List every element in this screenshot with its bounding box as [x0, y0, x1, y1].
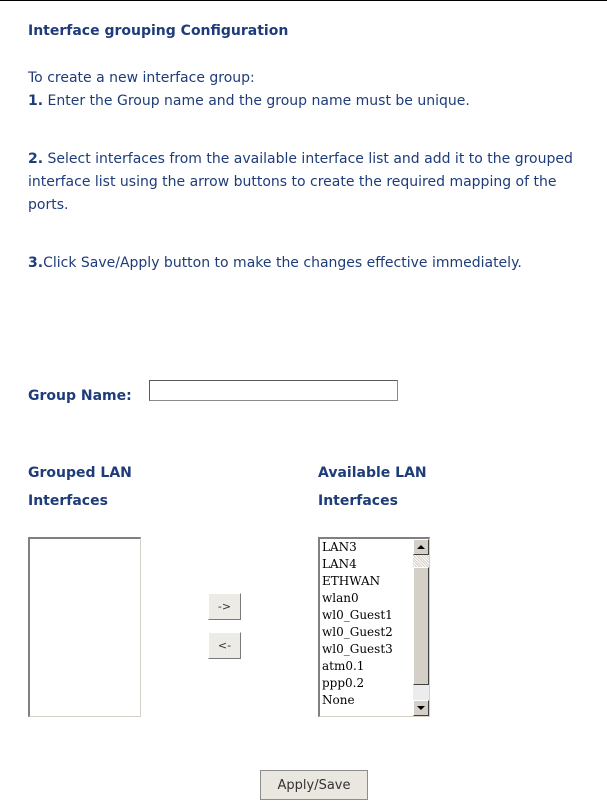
scroll-up-button[interactable] — [413, 539, 429, 555]
step3-text — [28, 252, 598, 275]
top-divider — [0, 0, 607, 1]
available-interface-option[interactable]: ETHWAN — [322, 574, 381, 588]
available-interface-option[interactable]: wl0_Guest3 — [322, 642, 393, 656]
available-interfaces-options — [320, 539, 413, 709]
step3-body: Click Save/Apply button to make the changes effective immediately. — [43, 255, 522, 271]
available-lan-label — [318, 459, 427, 515]
step2-number: 2. — [28, 151, 44, 167]
step1-text — [28, 90, 598, 113]
scrollbar-track — [413, 555, 429, 567]
step3-number: 3. — [28, 255, 44, 271]
remove-from-grouped-button[interactable]: <- — [208, 632, 241, 659]
step2-text — [28, 148, 598, 217]
grouped-lan-label-line1: Grouped LAN — [28, 465, 132, 481]
instructions-step1 — [28, 67, 598, 113]
group-name-input[interactable] — [149, 380, 398, 401]
listbox-scrollbar[interactable] — [413, 539, 429, 716]
available-interface-option[interactable]: LAN3 — [322, 540, 357, 554]
available-interface-option[interactable]: wl0_Guest1 — [322, 608, 393, 622]
page-title: Interface grouping Configuration — [28, 23, 289, 39]
available-interface-option[interactable]: ppp0.2 — [322, 676, 365, 690]
step1-body: Enter the Group name and the group name must be unique. — [43, 93, 470, 109]
add-to-grouped-button[interactable]: -> — [208, 593, 241, 620]
available-interfaces-listbox[interactable] — [318, 537, 430, 717]
grouped-interfaces-listbox[interactable] — [28, 537, 141, 717]
available-interface-option[interactable]: atm0.1 — [322, 659, 365, 673]
available-interface-option[interactable]: wl0_Guest2 — [322, 625, 393, 639]
scroll-down-button[interactable] — [413, 700, 429, 716]
apply-save-button[interactable]: Apply/Save — [260, 770, 368, 800]
step2-body: Select interfaces from the available interface list and add it to the grouped interface list using the arrow buttons to create the required mapping of the ports. — [28, 151, 573, 213]
arrow-down-icon — [417, 706, 425, 710]
grouped-lan-label — [28, 459, 132, 515]
available-interface-option[interactable]: None — [322, 693, 355, 707]
intro-text: To create a new interface group: — [28, 70, 255, 86]
grouped-lan-label-line2: Interfaces — [28, 493, 108, 509]
available-lan-label-line1: Available LAN — [318, 465, 427, 481]
step1-number: 1. — [28, 93, 44, 109]
group-name-label: Group Name: — [28, 388, 132, 404]
scrollbar-thumb[interactable] — [413, 567, 429, 685]
available-interface-option[interactable]: wlan0 — [322, 591, 359, 605]
arrow-up-icon — [417, 545, 425, 549]
available-interface-option[interactable]: LAN4 — [322, 557, 357, 571]
available-lan-label-line2: Interfaces — [318, 493, 398, 509]
